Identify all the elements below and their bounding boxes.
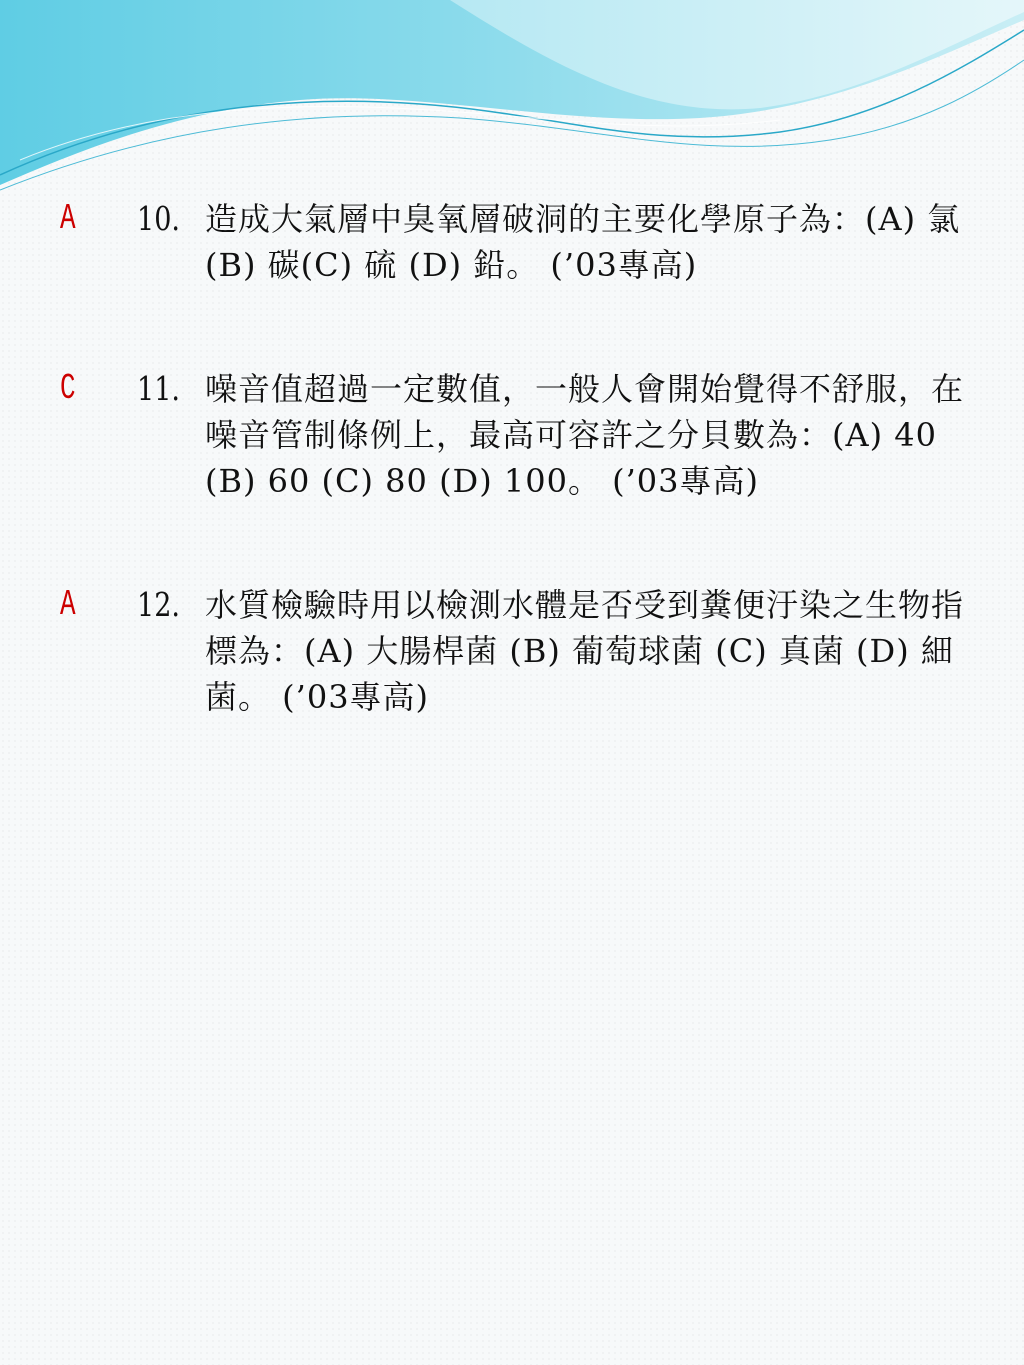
question-number: 10.: [137, 199, 181, 238]
question-number: 12.: [137, 585, 181, 624]
answer-key: C: [60, 368, 76, 409]
question-text: 噪音值超過一定數值，一般人會開始覺得不舒服，在噪音管制條例上，最高可容許之分貝數為：(A) 40 (B) 60 (C) 80 (D) 100。 (’03專高): [205, 370, 965, 500]
question-text: 造成大氣層中臭氧層破洞的主要化學原子為：(A) 氯 (B) 碳(C) 硫 (D) 鉛。 (’03專高): [205, 200, 972, 284]
question-number: 11.: [137, 369, 181, 408]
question-text: 水質檢驗時用以檢測水體是否受到糞便汙染之生物指標為：(A) 大腸桿菌 (B) 葡萄球菌 (C) 真菌 (D) 細菌。 (’03專高): [205, 586, 965, 716]
answer-key: A: [60, 198, 76, 239]
answer-key: A: [60, 584, 76, 625]
